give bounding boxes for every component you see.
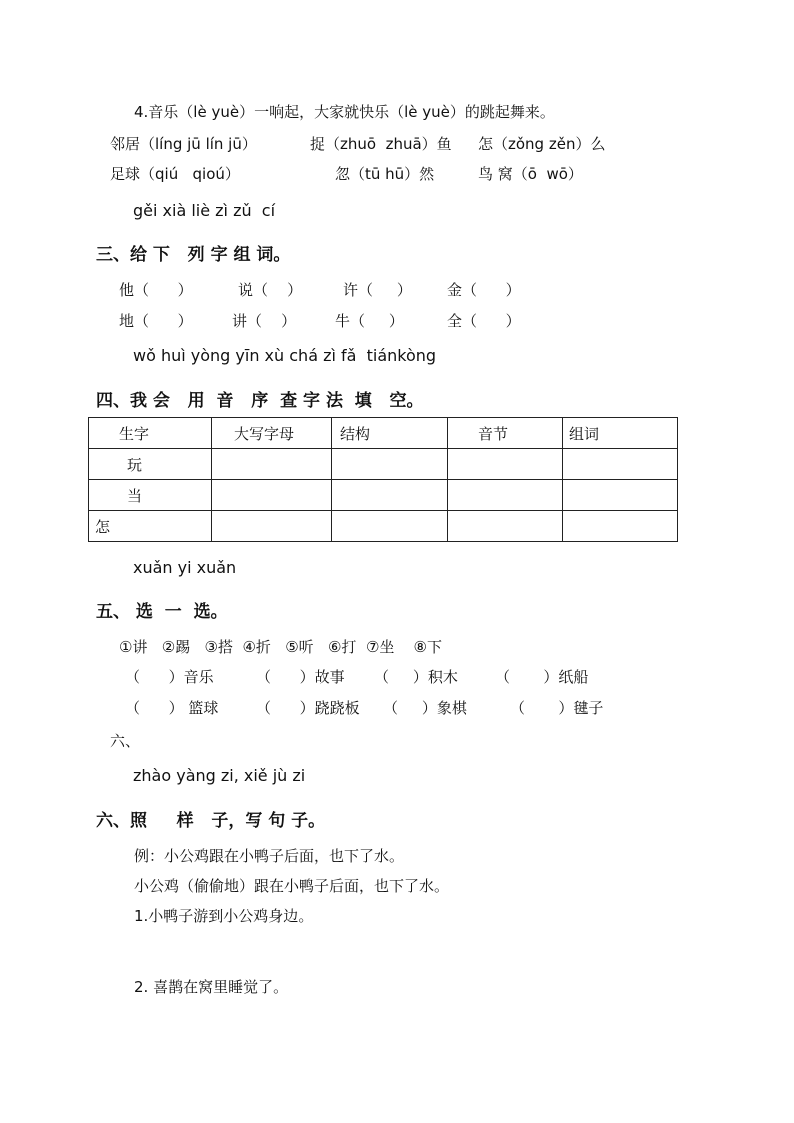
word-blank[interactable]: 说（ ） (238, 281, 303, 299)
answer-cell[interactable] (332, 449, 448, 480)
sec5-heading: 五、 选 一 选。 (96, 602, 228, 622)
table-row (89, 511, 678, 542)
verb-blank[interactable]: （ ）纸船 (495, 668, 589, 686)
answer-cell[interactable] (563, 449, 678, 480)
col-header: 生字 (119, 424, 150, 443)
answer-cell[interactable] (212, 511, 332, 542)
sec4-pinyin: wǒ huì yòng yīn xù chá zì fǎ tiánkòng (133, 346, 437, 365)
sec3-pinyin: gěi xià liè zì zǔ cí (133, 201, 276, 220)
col-header: 组词 (569, 424, 600, 443)
verb-blank[interactable]: （ ）毽子 (510, 699, 604, 717)
verb-blank[interactable]: （ ） 篮球 (125, 699, 219, 717)
choice-zuqiu: 足球（qiú qioú） (110, 165, 240, 183)
choice-zenme: 怎（zǒng zěn）么 (478, 135, 606, 153)
table-row (89, 480, 678, 511)
answer-cell[interactable] (448, 480, 563, 511)
table-row (89, 449, 678, 480)
prompt-sentence-1: 1.小鸭子游到小公鸡身边。 (134, 907, 314, 925)
answer-cell[interactable] (563, 480, 678, 511)
col-header: 结构 (340, 424, 371, 443)
verb-blank[interactable]: （ ）跷跷板 (256, 699, 360, 717)
char-cell: 当 (127, 486, 143, 505)
char-cell: 怎 (95, 517, 111, 536)
stray-label: 六、 (110, 732, 141, 750)
sec6-pinyin: zhào yàng zi, xiě jù zi (133, 766, 306, 785)
example-sentence: 例：小公鸡跟在小鸭子后面，也下了水。 (134, 847, 405, 865)
answer-cell[interactable] (448, 511, 563, 542)
word-blank[interactable]: 牛（ ） (335, 312, 404, 330)
sec3-heading: 三、给 下 列 字 组 词。 (96, 245, 291, 265)
word-blank[interactable]: 讲（ ） (232, 312, 297, 330)
choice-niaowo: 鸟 窝（ō wō） (478, 165, 583, 183)
sec5-pinyin: xuǎn yi xuǎn (133, 558, 237, 577)
model-sentence: 小公鸡（偷偷地）跟在小鸭子后面，也下了水。 (134, 877, 450, 895)
choice-linju: 邻居（líng jū lín jū） (110, 135, 257, 153)
lookup-table (88, 417, 678, 542)
word-blank[interactable]: 全（ ） (447, 312, 521, 330)
choice-huran: 忽（tū hū）然 (335, 165, 435, 183)
answer-cell[interactable] (212, 480, 332, 511)
verb-blank[interactable]: （ ）故事 (256, 668, 345, 686)
word-blank[interactable]: 地（ ） (119, 312, 193, 330)
sec4-heading: 四、我 会 用 音 序 查 字 法 填 空。 (96, 391, 424, 411)
choice-zhuoyu: 捉（zhuō zhuā）鱼 (310, 135, 452, 153)
answer-cell[interactable] (448, 449, 563, 480)
col-header: 音节 (478, 424, 509, 443)
char-cell: 玩 (127, 455, 143, 474)
q4-sentence: 4.音乐（lè yuè）一响起，大家就快乐（lè yuè）的跳起舞来。 (134, 103, 555, 121)
prompt-sentence-2: 2. 喜鹊在窝里睡觉了。 (134, 978, 289, 996)
answer-cell[interactable] (212, 449, 332, 480)
word-blank[interactable]: 他（ ） (119, 281, 193, 299)
word-blank[interactable]: 许（ ） (343, 281, 412, 299)
col-header: 大写字母 (234, 424, 295, 443)
table-header-row (89, 418, 678, 449)
answer-cell[interactable] (332, 480, 448, 511)
word-blank[interactable]: 金（ ） (447, 281, 521, 299)
answer-cell[interactable] (563, 511, 678, 542)
verb-options: ①讲 ②踢 ③搭 ④折 ⑤听 ⑥打 ⑦坐 ⑧下 (119, 638, 442, 656)
sec6-heading: 六、照 样 子，写 句 子。 (96, 811, 326, 831)
verb-blank[interactable]: （ ）象棋 (383, 699, 467, 717)
answer-cell[interactable] (332, 511, 448, 542)
verb-blank[interactable]: （ ）积木 (374, 668, 458, 686)
verb-blank[interactable]: （ ）音乐 (125, 668, 214, 686)
